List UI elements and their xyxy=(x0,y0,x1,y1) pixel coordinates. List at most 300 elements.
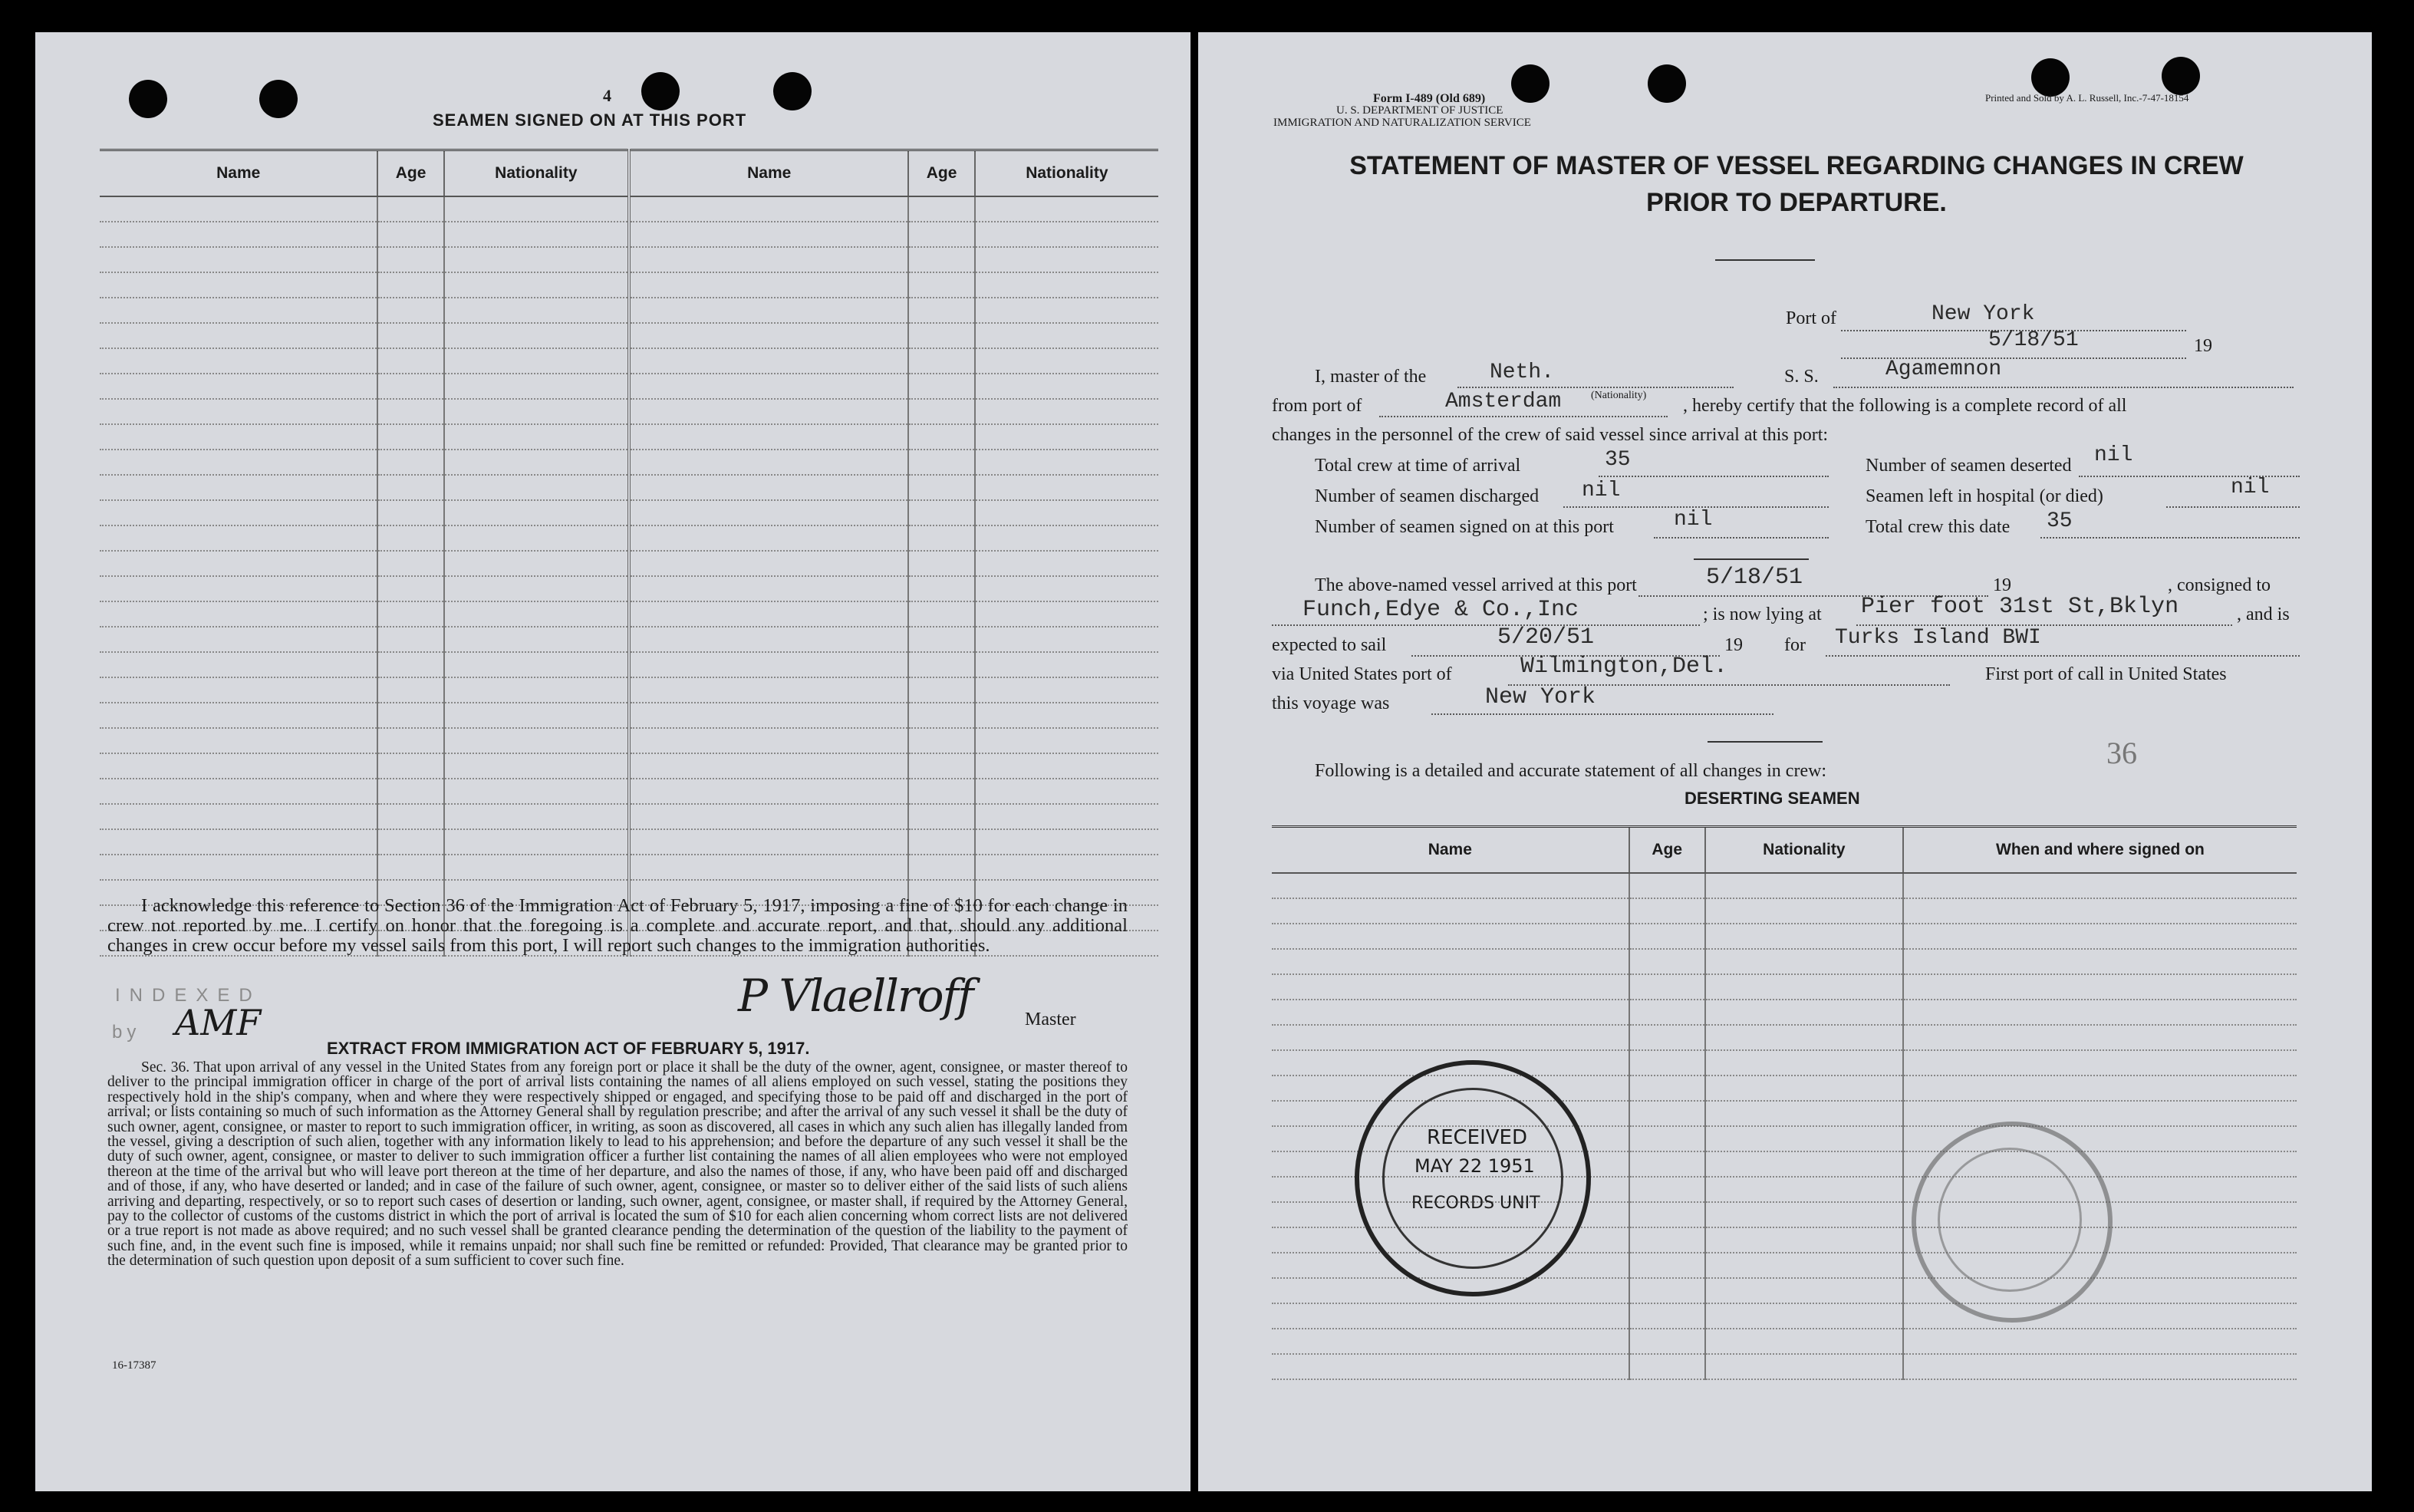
table-cell xyxy=(444,323,629,348)
col-header-when-where: When and where signed on xyxy=(1903,827,2297,874)
arrived-value: 5/18/51 xyxy=(1706,565,1803,591)
table-cell xyxy=(377,399,443,424)
ship-name-line xyxy=(1833,387,2294,388)
table-cell xyxy=(444,652,629,677)
year-prefix: 19 xyxy=(1993,575,2011,595)
table-cell xyxy=(377,475,443,500)
table-cell xyxy=(1629,1050,1705,1076)
table-cell xyxy=(1272,873,1629,898)
col-header-age: Age xyxy=(377,150,443,197)
col-header-nationality: Nationality xyxy=(1705,827,1903,874)
table-cell xyxy=(1903,1354,2297,1379)
table-row xyxy=(100,500,1158,525)
table-cell xyxy=(908,855,974,880)
table-cell xyxy=(629,601,909,627)
table-cell xyxy=(377,601,443,627)
table-cell xyxy=(629,247,909,272)
extract-text: Sec. 36. That upon arrival of any vessel in the United States from any foreign port or place it shall be the duty of the owner, agent, consignee, or master thereof to deliver to the principal immigration officer in charge of the port of arrival lists containing the names of all aliens employed on such vessel, stating the positions they respectively hold in the ship's company, when and where they were respectively shipped or engaged, and specifying those to be paid off and discharged in the port of arrival; or lists containing so much of such information as the Attorney General shall by regulation prescribe; and after the arrival of any such vessel it shall be the duty of such owner, agent, consignee, or master to report to such immigration officer, in writing, as soon as discovered, all cases in which any such alien has illegally landed from the vessel, giving a description of such alien, together with any information likely to lead to his apprehension; and before the departure of any such vessel it shall be the duty of such owner, agent, consignee, or master to deliver to such immigration officer a further list containing the names of all alien employees who were not employed thereon at the time of the arrival but who will leave port thereon at the time of her departure, and also the names of those, if any, who have been paid off and discharged and of those, if any, who have deserted or landed; and in case of the failure of such owner, agent, consignee, or master so to deliver either of the said lists of such aliens arriving and departing, respectively, or so to report such cases of desertion or landing, such owner, agent, consignee, or master shall, if required by the Attorney General, pay to the collector of customs of the customs district in which the port of arrival is located the sum of $10 for each alien concerning whom correct lists are not delivered or a true report is not made as above required; and no such vessel shall be granted clearance pending the determination of the question of the liability to the payment of such fine, and, in the event such fine is imposed, while it remains unpaid; nor shall such fine be remitted or refunded: Provided, That clearance may be granted prior to the determination of such question upon deposit of a sum sufficient to cover such fine. xyxy=(107,1059,1128,1270)
table-cell xyxy=(975,272,1158,298)
table-cell xyxy=(975,374,1158,399)
table-cell xyxy=(1272,1000,1629,1025)
table-cell xyxy=(908,576,974,601)
punch-hole xyxy=(1511,64,1550,103)
punch-hole xyxy=(129,80,167,118)
table-cell xyxy=(908,450,974,475)
via-value: Wilmington,Del. xyxy=(1520,654,1728,680)
table-cell xyxy=(1272,974,1629,1000)
total-crew-arrival-label: Total crew at time of arrival xyxy=(1315,456,1521,476)
table-cell xyxy=(1903,949,2297,974)
table-cell xyxy=(1903,924,2297,949)
table-cell xyxy=(1903,873,2297,898)
port-value: New York xyxy=(1932,302,2035,326)
deserted-label: Number of seamen deserted xyxy=(1866,456,2072,476)
table-cell xyxy=(100,298,377,323)
from-port-value: Amsterdam xyxy=(1445,390,1562,413)
table-row xyxy=(100,475,1158,500)
first-port-label: First port of call in United States xyxy=(1985,664,2227,684)
table-cell xyxy=(100,399,377,424)
table-cell xyxy=(975,728,1158,753)
table-cell xyxy=(908,323,974,348)
punch-hole xyxy=(2162,57,2200,95)
total-crew-arrival-value: 35 xyxy=(1605,448,1631,472)
stamp-received-text: RECEIVED xyxy=(1427,1126,1527,1149)
table-cell xyxy=(444,196,629,222)
table-cell xyxy=(908,272,974,298)
table-cell xyxy=(1705,1329,1903,1354)
table-cell xyxy=(100,855,377,880)
table-cell xyxy=(975,500,1158,525)
table-row xyxy=(100,576,1158,601)
table-cell xyxy=(100,601,377,627)
table-cell xyxy=(1629,898,1705,924)
table-cell xyxy=(444,374,629,399)
table-cell xyxy=(975,247,1158,272)
table-cell xyxy=(629,627,909,652)
table-cell xyxy=(444,272,629,298)
table-cell xyxy=(1903,1076,2297,1101)
table-row xyxy=(100,222,1158,247)
table-cell xyxy=(1272,1303,1629,1329)
table-cell xyxy=(444,500,629,525)
table-cell xyxy=(629,703,909,728)
table-cell xyxy=(377,703,443,728)
table-cell xyxy=(975,450,1158,475)
table-cell xyxy=(377,424,443,450)
table-row xyxy=(1272,1303,2297,1329)
table-cell xyxy=(377,247,443,272)
table-cell xyxy=(100,424,377,450)
year-prefix: 19 xyxy=(2194,336,2212,356)
table-cell xyxy=(908,779,974,804)
table-cell xyxy=(377,677,443,703)
port-label: Port of xyxy=(1786,308,1836,328)
following-text: Following is a detailed and accurate statement of all changes in crew: xyxy=(1315,761,1827,781)
table-cell xyxy=(1629,1076,1705,1101)
table-cell xyxy=(1629,1303,1705,1329)
table-cell xyxy=(444,829,629,855)
table-row xyxy=(100,728,1158,753)
hospital-line xyxy=(2166,506,2300,508)
total-crew-date-line xyxy=(2040,537,2300,539)
nationality-caption: (Nationality) xyxy=(1591,390,1647,401)
table-cell xyxy=(629,323,909,348)
table-cell xyxy=(1705,1101,1903,1126)
table-cell xyxy=(1705,1253,1903,1278)
table-cell xyxy=(377,804,443,829)
table-cell xyxy=(629,551,909,576)
col-header-name: Name xyxy=(1272,827,1629,874)
table-cell xyxy=(629,652,909,677)
form-code: 16-17387 xyxy=(112,1359,156,1372)
table-cell xyxy=(1705,1227,1903,1253)
table-row xyxy=(1272,873,2297,898)
table-cell xyxy=(1272,1329,1629,1354)
table-cell xyxy=(1705,974,1903,1000)
table-cell xyxy=(1705,1126,1903,1151)
table-cell xyxy=(975,804,1158,829)
master-label: Master xyxy=(1025,1010,1076,1029)
consignee-value: Funch,Edye & Co.,Inc xyxy=(1303,597,1579,623)
total-crew-date-label: Total crew this date xyxy=(1866,517,2011,537)
table-row xyxy=(1272,974,2297,1000)
table-cell xyxy=(1629,1202,1705,1227)
table-cell xyxy=(100,652,377,677)
table-cell xyxy=(1272,1025,1629,1050)
table-cell xyxy=(100,829,377,855)
table-cell xyxy=(1629,1329,1705,1354)
table-cell xyxy=(908,374,974,399)
from-port-label: from port of xyxy=(1272,396,1362,416)
table-cell xyxy=(1629,1177,1705,1202)
table-cell xyxy=(377,222,443,247)
table-cell xyxy=(629,753,909,779)
punch-hole xyxy=(259,80,298,118)
table-cell xyxy=(1903,1025,2297,1050)
table-row xyxy=(1272,949,2297,974)
ss-label: S. S. xyxy=(1784,367,1819,387)
table-cell xyxy=(629,855,909,880)
section-divider xyxy=(1694,558,1809,560)
punch-hole xyxy=(1648,64,1686,103)
table-cell xyxy=(377,272,443,298)
table-cell xyxy=(908,703,974,728)
discharged-label: Number of seamen discharged xyxy=(1315,486,1540,506)
seamen-signed-on-table xyxy=(100,149,1158,957)
col-header-nationality: Nationality xyxy=(975,150,1158,197)
table-cell xyxy=(1705,924,1903,949)
table-cell xyxy=(975,525,1158,551)
table-cell xyxy=(629,829,909,855)
and-is-label: , and is xyxy=(2237,604,2290,624)
table-cell xyxy=(975,222,1158,247)
table-cell xyxy=(975,677,1158,703)
table-cell xyxy=(1272,898,1629,924)
table-cell xyxy=(908,247,974,272)
table-row xyxy=(100,829,1158,855)
from-port-line xyxy=(1379,416,1668,417)
table-cell xyxy=(377,500,443,525)
table-row xyxy=(100,424,1158,450)
punch-hole xyxy=(773,72,812,110)
table-cell xyxy=(1272,1354,1629,1379)
master-signature: P Vlaellroff xyxy=(738,970,973,1022)
table-row xyxy=(100,551,1158,576)
table-cell xyxy=(444,627,629,652)
destination-line xyxy=(1826,655,2300,657)
page-number: 4 xyxy=(603,86,611,105)
voyage-line xyxy=(1431,713,1773,715)
table-cell xyxy=(1629,924,1705,949)
table-cell xyxy=(629,298,909,323)
table-cell xyxy=(444,247,629,272)
table-cell xyxy=(444,703,629,728)
table-cell xyxy=(1903,974,2297,1000)
title-line-2: PRIOR TO DEPARTURE. xyxy=(1646,188,1947,217)
table-cell xyxy=(1705,1050,1903,1076)
table-row xyxy=(100,779,1158,804)
table-cell xyxy=(100,576,377,601)
form-number: Form I-489 (Old 689) xyxy=(1373,92,1486,105)
table-cell xyxy=(100,753,377,779)
punch-hole xyxy=(2031,58,2070,97)
table-cell xyxy=(629,525,909,551)
table-cell xyxy=(908,829,974,855)
table-row xyxy=(100,525,1158,551)
table-cell xyxy=(377,196,443,222)
table-cell xyxy=(629,196,909,222)
table-cell xyxy=(100,551,377,576)
signed-on-line xyxy=(1654,537,1829,539)
nationality-value: Neth. xyxy=(1490,361,1555,384)
table-row xyxy=(100,323,1158,348)
col-header-name: Name xyxy=(629,150,909,197)
table-cell xyxy=(444,601,629,627)
table-cell xyxy=(908,728,974,753)
table-cell xyxy=(975,703,1158,728)
table-cell xyxy=(908,652,974,677)
table-cell xyxy=(629,272,909,298)
indexed-stamp: INDEXED xyxy=(115,985,262,1006)
table-cell xyxy=(629,348,909,374)
table-row xyxy=(1272,898,2297,924)
table-cell xyxy=(1903,898,2297,924)
ship-name-value: Agamemnon xyxy=(1885,357,2002,381)
deserted-value: nil xyxy=(2094,443,2133,467)
table-cell xyxy=(975,779,1158,804)
stamp-date: MAY 22 1951 xyxy=(1414,1155,1535,1177)
table-row xyxy=(100,855,1158,880)
table-row xyxy=(100,399,1158,424)
expected-label: expected to sail xyxy=(1272,635,1387,655)
table-row xyxy=(100,703,1158,728)
table-cell xyxy=(975,855,1158,880)
table-cell xyxy=(100,475,377,500)
table-cell xyxy=(975,753,1158,779)
table-cell xyxy=(444,576,629,601)
table-cell xyxy=(975,627,1158,652)
for-label: for xyxy=(1784,635,1806,655)
table-row xyxy=(100,601,1158,627)
table-cell xyxy=(908,753,974,779)
table-row xyxy=(100,298,1158,323)
table-cell xyxy=(908,298,974,323)
table-cell xyxy=(975,298,1158,323)
table-cell xyxy=(100,323,377,348)
table-row xyxy=(100,247,1158,272)
table-row xyxy=(100,196,1158,222)
table-cell xyxy=(1629,1278,1705,1303)
col-header-age: Age xyxy=(908,150,974,197)
table-cell xyxy=(629,804,909,829)
table-cell xyxy=(975,652,1158,677)
table-cell xyxy=(1629,1151,1705,1177)
table-cell xyxy=(975,551,1158,576)
lying-label: ; is now lying at xyxy=(1703,604,1822,624)
table-cell xyxy=(908,196,974,222)
table-cell xyxy=(629,424,909,450)
table-cell xyxy=(1705,1202,1903,1227)
table-row xyxy=(1272,1025,2297,1050)
table-cell xyxy=(629,728,909,753)
table-cell xyxy=(1629,1000,1705,1025)
table-row xyxy=(100,374,1158,399)
document-title xyxy=(1336,147,2257,221)
table-cell xyxy=(908,601,974,627)
table-cell xyxy=(1705,873,1903,898)
table-row xyxy=(1272,1000,2297,1025)
table-row xyxy=(100,348,1158,374)
table-cell xyxy=(377,779,443,804)
table-cell xyxy=(377,348,443,374)
table-cell xyxy=(629,374,909,399)
table-cell xyxy=(1629,1227,1705,1253)
table-cell xyxy=(908,222,974,247)
table-cell xyxy=(444,804,629,829)
table-cell xyxy=(1272,949,1629,974)
destination-value: Turks Island BWI xyxy=(1835,626,2041,650)
consignee-line xyxy=(1272,624,1700,626)
table-cell xyxy=(444,298,629,323)
nationality-line xyxy=(1457,387,1734,388)
voyage-value: New York xyxy=(1485,684,1596,710)
table-cell xyxy=(377,728,443,753)
table-cell xyxy=(975,475,1158,500)
discharged-value: nil xyxy=(1582,479,1621,502)
table-cell xyxy=(1705,1177,1903,1202)
hospital-label: Seamen left in hospital (or died) xyxy=(1866,486,2103,506)
section-title: SEAMEN SIGNED ON AT THIS PORT xyxy=(433,110,747,130)
table-cell xyxy=(100,222,377,247)
table-cell xyxy=(629,399,909,424)
table-cell xyxy=(100,247,377,272)
total-crew-arrival-line xyxy=(1599,476,1829,477)
table-cell xyxy=(100,500,377,525)
table-cell xyxy=(1629,1354,1705,1379)
table-row xyxy=(100,804,1158,829)
table-cell xyxy=(444,475,629,500)
table-cell xyxy=(975,399,1158,424)
table-cell xyxy=(377,374,443,399)
table-cell xyxy=(100,272,377,298)
table-cell xyxy=(444,525,629,551)
faint-stamp xyxy=(1912,1122,2113,1323)
table-cell xyxy=(444,348,629,374)
table-cell xyxy=(100,348,377,374)
signed-on-value: nil xyxy=(1674,508,1713,532)
year-prefix: 19 xyxy=(1724,635,1743,655)
indexed-by-label: by xyxy=(112,1022,141,1043)
table-cell xyxy=(444,222,629,247)
table-cell xyxy=(975,576,1158,601)
table-cell xyxy=(377,298,443,323)
extract-title: EXTRACT FROM IMMIGRATION ACT OF FEBRUARY 5, 1917. xyxy=(327,1039,810,1058)
table-cell xyxy=(100,677,377,703)
table-row xyxy=(1272,1354,2297,1379)
service-name: IMMIGRATION AND NATURALIZATION SERVICE xyxy=(1273,117,1531,129)
table-cell xyxy=(908,399,974,424)
table-cell xyxy=(444,855,629,880)
arrived-label: The above-named vessel arrived at this port xyxy=(1315,575,1637,595)
table-cell xyxy=(377,323,443,348)
consigned-label: , consigned to xyxy=(2168,575,2271,595)
table-cell xyxy=(1705,1000,1903,1025)
indexed-initials: AMF xyxy=(175,1002,262,1043)
col-header-age: Age xyxy=(1629,827,1705,874)
table-cell xyxy=(975,348,1158,374)
table-cell xyxy=(908,424,974,450)
table-cell xyxy=(100,374,377,399)
table-cell xyxy=(1272,924,1629,949)
table-cell xyxy=(377,829,443,855)
punch-hole xyxy=(641,72,680,110)
table-cell xyxy=(100,779,377,804)
table-cell xyxy=(1629,974,1705,1000)
table-cell xyxy=(444,399,629,424)
table-cell xyxy=(100,728,377,753)
table-cell xyxy=(908,475,974,500)
signed-on-label: Number of seamen signed on at this port xyxy=(1315,517,1614,537)
table-cell xyxy=(908,677,974,703)
table-cell xyxy=(1629,1253,1705,1278)
table-row xyxy=(100,450,1158,475)
acknowledgment-text: I acknowledge this reference to Section 36 of the Immigration Act of February 5, 1917, imposing a fine of $10 for each change in crew not reported by me. I certify on honor that the foregoing is a complete and accurate report, and that, should any additional changes in crew occur before my vessel sails from this port, I will report such changes to the immigration authorities. xyxy=(107,895,1128,956)
table-cell xyxy=(100,450,377,475)
table-cell xyxy=(377,652,443,677)
table-cell xyxy=(377,627,443,652)
master-of-label: I, master of the xyxy=(1315,367,1427,387)
table-cell xyxy=(908,525,974,551)
table-cell xyxy=(1903,1050,2297,1076)
via-label: via United States port of xyxy=(1272,664,1452,684)
section-divider xyxy=(1708,741,1823,743)
table-cell xyxy=(100,703,377,728)
lying-value: Pier foot 31st St,Bklyn xyxy=(1861,594,2179,620)
table-cell xyxy=(100,627,377,652)
table-cell xyxy=(908,500,974,525)
stamp-unit: RECORDS UNIT xyxy=(1411,1194,1540,1213)
table-cell xyxy=(1903,1329,2297,1354)
table-cell xyxy=(1705,949,1903,974)
certify-text: , hereby certify that the following is a complete record of all xyxy=(1683,396,2127,416)
col-header-nationality: Nationality xyxy=(444,150,629,197)
table-cell xyxy=(1705,1354,1903,1379)
table-cell xyxy=(1705,1076,1903,1101)
table-cell xyxy=(1903,1000,2297,1025)
table-cell xyxy=(1903,1101,2297,1126)
table-cell xyxy=(975,196,1158,222)
